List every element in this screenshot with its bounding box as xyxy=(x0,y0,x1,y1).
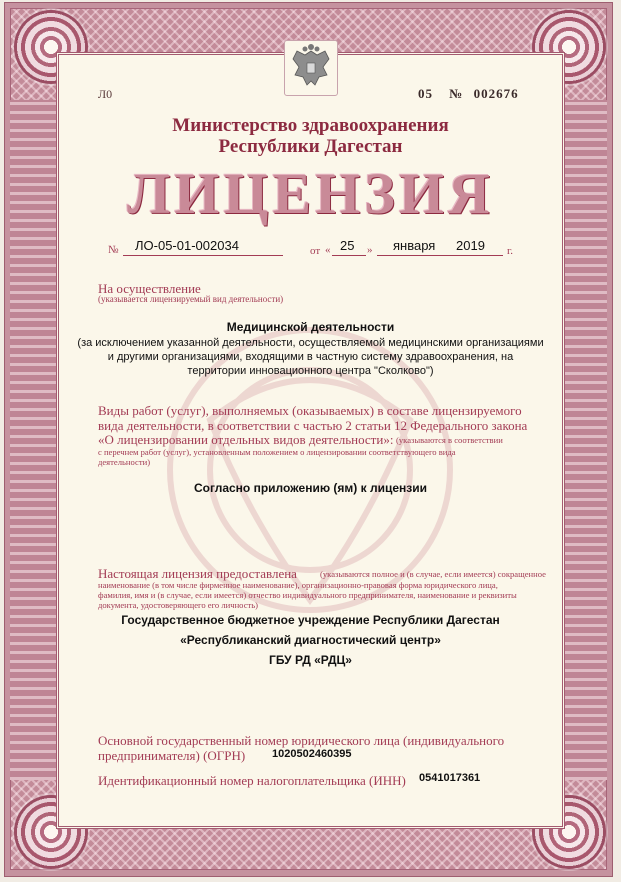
works-note-inline: (указываются в соответствии xyxy=(396,435,503,445)
reg-number-label: № xyxy=(108,244,119,256)
date-year-suffix: г. xyxy=(507,245,514,257)
document-title: ЛИЦЕНЗИЯ xyxy=(127,161,494,226)
reg-number-underline xyxy=(123,255,283,256)
date-year: 2019 xyxy=(456,238,485,253)
inn-label: Идентификационный номер налогоплательщика (ИНН) xyxy=(98,773,406,788)
date-day: 25 xyxy=(340,238,355,253)
activity-hint: (указывается лицензируемый вид деятельности) xyxy=(98,294,284,304)
ministry-name-line2: Республики Дагестан xyxy=(218,136,403,157)
blank-serial-number xyxy=(418,86,519,102)
activity-detail-line3: территории инновационного центра "Сколково") xyxy=(187,365,434,377)
date-month-year-underline xyxy=(377,255,503,256)
activity-detail-line2: и другими организациями, входящими в частную систему здравоохранения, на xyxy=(107,351,514,363)
form-code: Л0 xyxy=(98,87,113,101)
holder-name-line1: Государственное бюджетное учреждение Республики Дагестан xyxy=(121,613,500,627)
date-quote-close: » xyxy=(367,244,373,256)
activity-label: На осуществление xyxy=(98,281,201,296)
ogrn-label-line2: предпринимателя) (ОГРН) xyxy=(98,748,246,763)
blank-number: 002676 xyxy=(473,86,519,101)
ogrn-label-line1: Основной государственный номер юридического лица (индивидуального xyxy=(98,733,505,748)
date-quote-open: « xyxy=(325,244,331,256)
works-note-line1: с перечнем работ (услуг), установленным положением о лицензировании соответствующего вида xyxy=(98,447,456,457)
inn-value: 0541017361 xyxy=(419,772,481,784)
activity-detail-line1: (за исключением указанной деятельности, осуществляемой медицинскими организациями xyxy=(77,337,544,349)
works-label-line1: Виды работ (услуг), выполняемых (оказываемых) в составе лицензируемого xyxy=(98,403,522,418)
holder-label: Настоящая лицензия предоставлена xyxy=(98,566,297,581)
blank-series: 05 xyxy=(418,86,433,101)
holder-short-name: ГБУ РД «РДЦ» xyxy=(269,653,352,667)
date-from-label: от xyxy=(310,245,321,257)
date-month: января xyxy=(393,238,436,253)
holder-note-line1: наименование (в том числе фирменное наименование), организационно-правовая форма юридического лица, xyxy=(98,580,498,590)
holder-name-line2: «Республиканский диагностический центр» xyxy=(180,633,441,647)
activity-name: Медицинской деятельности xyxy=(226,320,395,334)
holder-note-line2: фамилия, имя и (в случае, если имеется) отчество индивидуального предпринимателя, наименование и реквизиты xyxy=(98,590,517,600)
works-label-line2: вида деятельности, в соответствии с частью 2 статьи 12 Федерального закона xyxy=(98,418,528,433)
date-day-underline xyxy=(332,255,366,256)
holder-note-inline: (указываются полное и (в случае, если имеется) сокращенное xyxy=(320,569,546,579)
reg-number-value: ЛО-05-01-002034 xyxy=(135,238,239,253)
ogrn-value: 1020502460395 xyxy=(272,748,352,760)
works-label-line3: «О лицензировании отдельных видов деятельности»: xyxy=(98,432,394,447)
ministry-name-line1: Министерство здравоохранения xyxy=(172,115,449,136)
works-value: Согласно приложению (ям) к лицензии xyxy=(194,481,427,495)
holder-note-line3: документа, удостоверяющего его личность) xyxy=(98,600,259,610)
number-sign: № xyxy=(449,86,464,101)
coat-of-arms xyxy=(284,40,338,96)
works-note-line2: деятельности) xyxy=(98,457,151,467)
